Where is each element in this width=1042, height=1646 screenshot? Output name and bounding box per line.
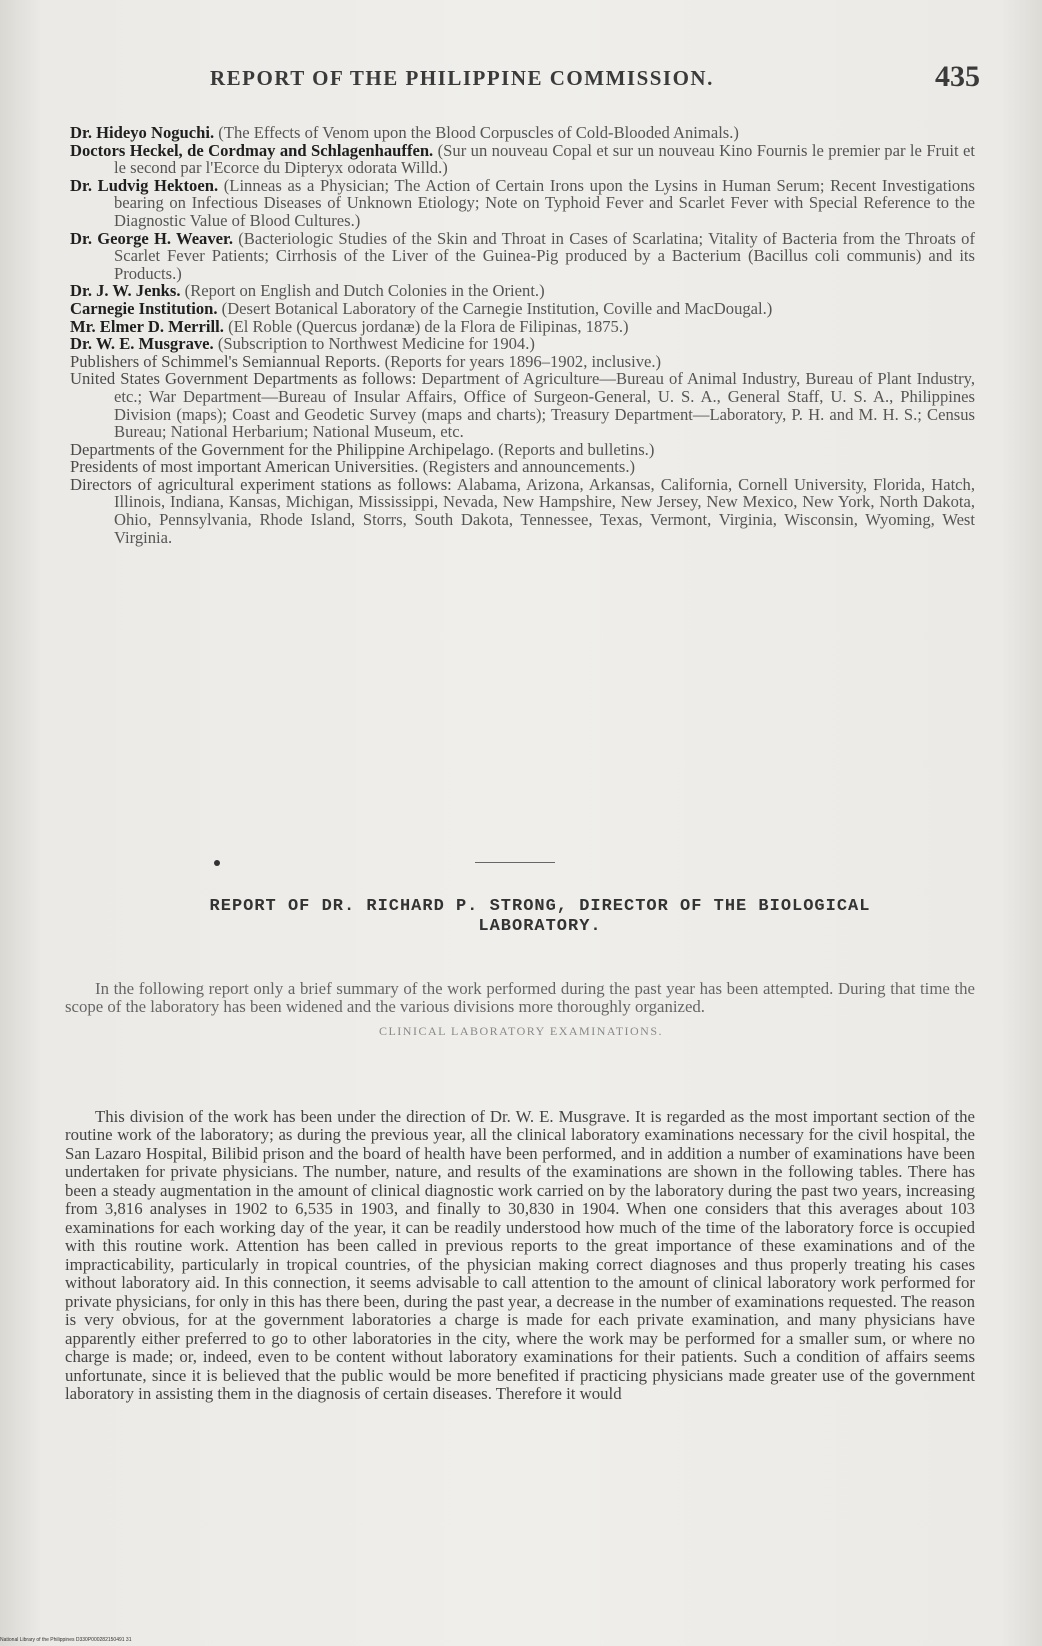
scan-footer: National Library of the Philippines D330P000282150491 31: [0, 1637, 132, 1643]
list-item: Directors of agricultural experiment stations as follows: Alabama, Arizona, Arkansas, California, Cornell University, Florida, Hatch, Illinois, Indiana, Kansas, Michigan, Mississippi, Nevada, New Hampshire, New Jersey, New Mexico, New York, North Dakota, Ohio, Pennsylvania, Rhode Island, Storrs, South Dakota, Tennessee, Texas, Vermont, Virginia, Wisconsin, Wyoming, West Virginia.: [70, 474, 975, 547]
subheading: CLINICAL LABORATORY EXAMINATIONS.: [378, 1024, 664, 1038]
running-header: [210, 60, 980, 93]
list-item: Doctors Heckel, de Cordmay and Schlagenhauffen. (Sur un nouveau Copal et sur un nouveau Kino Fournis le premier par le Fruit et le second par l'Ecorce du Dipteryx odorata Willd.): [70, 140, 975, 178]
section-divider: [475, 862, 555, 863]
list-item: United States Government Departments as follows: Department of Agriculture—Bureau of Animal Industry, Bureau of Plant Industry, etc.; War Department—Bureau of Insular Affairs, Office of Surgeon-General, U. S. A., General Staff, U. S. A., Philippines Division (maps); Coast and Geodetic Survey (maps and charts); Treasury Department—Laboratory, P. H. and M. H. S.; Census Bureau; National Herbarium; National Museum, etc.: [70, 369, 975, 442]
list-item: Dr. Hideyo Noguchi. (The Effects of Venom upon the Blood Corpuscles of Cold-Blooded Animals.): [70, 123, 739, 142]
page-number: 435: [935, 60, 980, 93]
list-item: Dr. George H. Weaver. (Bacteriologic Studies of the Skin and Throat in Cases of Scarlatina; Vitality of Bacteria from the Throats of Scarlet Fever Patients; Cirrhosis of the Liver of the Guinea-Pig produced by a Bacterium (Bacillus coli communis) and its Products.): [70, 228, 975, 283]
list-item: Carnegie Institution. (Desert Botanical Laboratory of the Carnegie Institution, Coville and MacDougal.): [70, 298, 773, 318]
list-item: Dr. J. W. Jenks. (Report on English and Dutch Colonies in the Orient.): [70, 281, 545, 301]
section-title-line-2: LABORATORY.: [478, 917, 602, 936]
list-item: Mr. Elmer D. Merrill. (El Roble (Quercus jordanæ) de la Flora de Filipinas, 1875.): [70, 316, 629, 336]
body-paragraph: This division of the work has been under the direction of Dr. W. E. Musgrave. It is regarded as the most important section of the routine work of the laboratory; as during the previous year, all the clinical laboratory examinations necessary for the civil hospital, the San Lazaro Hospital, Bilibid prison and the board of health have been performed, and in addition a number of examinations have been undertaken for private physicians. The number, nature, and results of the examinations are shown in the following tables. There has been a steady augmentation in the amount of clinical diagnostic work carried on by the laboratory during the past two years, increasing from 3,816 analyses in 1902 to 6,535 in 1903, and finally to 30,830 in 1904. When one considers that this averages about 103 examinations for each working day of the year, it can be readily understood how much of the time of the laboratory force is occupied with this routine work. Attention has been called in previous reports to the great importance of these examinations and of the impracticability, particularly in tropical countries, of the physician making correct diagnoses and thus properly treating his cases without laboratory aid. In this connection, it seems advisable to call attention to the amount of clinical laboratory work performed for private physicians, for only in this has there been, during the past year, a decrease in the number of examinations requested. The reason is very obvious, for at the government laboratories a charge is made for each private examination, and many physicians have apparently either preferred to go to other laboratories in the city, where the work may be performed for a smaller sum, or where no charge is made; or, indeed, even to be content without laboratory examinations for their patients. Such a condition of affairs seems unfortunate, since it is believed that the public would be more benefited if practicing physicians made greater use of the government laboratory in assisting them in the diagnosis of certain diseases. Therefore it would: [65, 1106, 975, 1404]
ink-dot: [214, 860, 220, 866]
list-item: Dr. W. E. Musgrave. (Subscription to Northwest Medicine for 1904.): [70, 334, 535, 354]
list-item: Departments of the Government for the Philippine Archipelago. (Reports and bulletins.): [70, 439, 655, 459]
list-item: Dr. Ludvig Hektoen. (Linneas as a Physician; The Action of Certain Irons upon the Lysins in Human Serum; Recent Investigations bearing on Infectious Diseases of Unknown Etiology; Note on Typhoid Fever and Scarlet Fever with Special Reference to the Diagnostic Value of Blood Cultures.): [70, 175, 975, 230]
section-title-line-1: REPORT OF DR. RICHARD P. STRONG, DIRECTOR OF THE BIOLOGICAL: [209, 897, 871, 916]
acknowledgment-list: [70, 124, 975, 546]
section-title: [100, 897, 980, 937]
list-item: Presidents of most important American Universities. (Registers and announcements.): [70, 457, 636, 477]
header-title: REPORT OF THE PHILIPPINE COMMISSION.: [210, 66, 714, 90]
list-item: Publishers of Schimmel's Semiannual Reports. (Reports for years 1896–1902, inclusive.): [70, 351, 662, 371]
intro-paragraph: In the following report only a brief summary of the work performed during the past year has been attempted. During that time the scope of the laboratory has been widened and the various divisions more thoroughly organized.: [65, 978, 975, 1016]
